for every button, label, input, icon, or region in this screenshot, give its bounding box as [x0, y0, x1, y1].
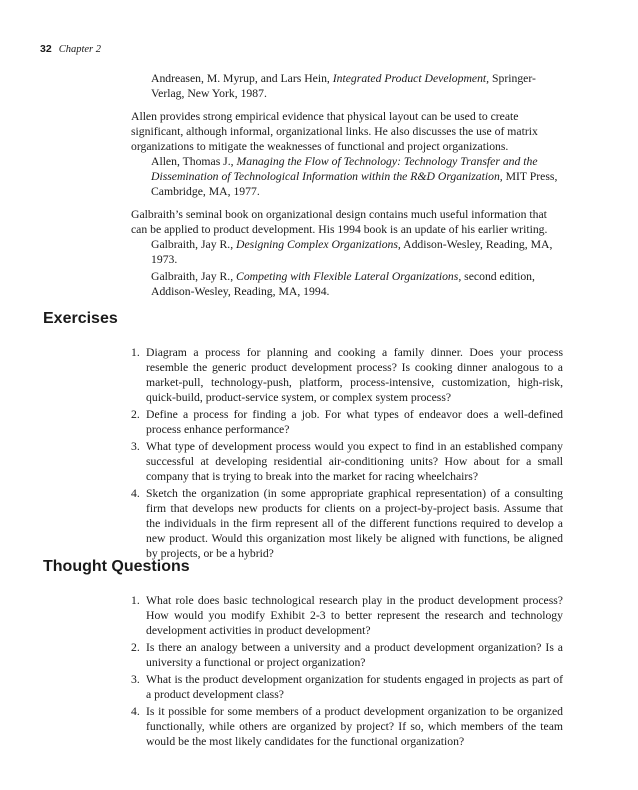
- item-text: What type of development process would you expect to find in an established company successful at developing residential air-conditioning units? How about for a small company that is trying to break into the market for racing wheelchairs?: [146, 440, 563, 483]
- ref-publisher: Addison-Wesley, Reading, MA, 1973.: [151, 238, 553, 266]
- galbraith-annotation: Galbraith’s seminal book on organizational design contains much useful information that can be applied to product development. His 1994 book is an update of his earlier writing.: [131, 208, 548, 236]
- chapter-label: Chapter 2: [58, 44, 101, 55]
- item-number: 4.: [131, 487, 140, 500]
- allen-annotation: Allen provides strong empirical evidence that physical layout can be used to create significant, although informal, organizational links. He also discusses the use of matrix organizations to mitigate the weaknesses of functional and project organizations.: [131, 110, 538, 153]
- item-number: 2.: [131, 408, 140, 421]
- page-header: [40, 43, 101, 56]
- ref-publisher: second edition, Addison-Wesley, Reading, MA, 1994.: [151, 270, 535, 298]
- list-item: [131, 593, 563, 638]
- item-number: 2.: [131, 641, 140, 654]
- list-item: [131, 704, 563, 749]
- item-text: Is it possible for some members of a product development organization to be organized functionally, while others are organized by project? If so, which members of the team would be the most likely candidates for the functional organization?: [146, 705, 563, 748]
- reference-galbraith-1973: [151, 237, 561, 267]
- ref-publisher: MIT Press, Cambridge, MA, 1977.: [151, 170, 558, 198]
- ref-publisher: Springer-Verlag, New York, 1987.: [151, 72, 536, 100]
- list-item: [131, 407, 563, 437]
- ref-authors: Galbraith, Jay R.,: [151, 270, 237, 283]
- reference-andreasen: [151, 71, 561, 101]
- item-number: 1.: [131, 346, 140, 359]
- item-number: 4.: [131, 705, 140, 718]
- list-item: [131, 486, 563, 561]
- reference-galbraith-1994: [151, 269, 561, 299]
- references-section: [131, 71, 561, 307]
- ref-title: Managing the Flow of Technology: Technology Transfer and the Dissemination of Technological Information within the R&D Organization,: [151, 155, 538, 183]
- item-text: What role does basic technological research play in the product development process? How would you modify Exhibit 2-3 to better represent the research and technology development activities in product development?: [146, 594, 563, 637]
- item-text: Diagram a process for planning and cooking a family dinner. Does your process resemble the generic product development process? Is cooking dinner analogous to a market-pull, technology-push, platform, process-intensive, customization, high-risk, quick-build, product-service system, or complex system process?: [146, 346, 563, 404]
- list-item: [131, 345, 563, 405]
- ref-title: Competing with Flexible Lateral Organizations,: [236, 270, 462, 283]
- item-number: 1.: [131, 594, 140, 607]
- list-item: [131, 439, 563, 484]
- item-number: 3.: [131, 673, 140, 686]
- ref-authors: Allen, Thomas J.,: [151, 155, 237, 168]
- reference-allen: [151, 154, 561, 199]
- item-text: What is the product development organization for students engaged in projects as part of a product development class?: [146, 673, 563, 701]
- item-number: 3.: [131, 440, 140, 453]
- ref-title: Integrated Product Development,: [332, 72, 490, 85]
- ref-authors: Galbraith, Jay R.,: [151, 238, 237, 251]
- item-text: Define a process for finding a job. For what types of endeavor does a well-defined process enhance performance?: [146, 408, 563, 436]
- ref-authors: Andreasen, M. Myrup, and Lars Hein,: [151, 72, 333, 85]
- list-item: [131, 672, 563, 702]
- list-item: [131, 640, 563, 670]
- page-number: 32: [40, 43, 52, 55]
- thought-questions-list: [131, 593, 563, 751]
- exercises-list: [131, 345, 563, 563]
- item-text: Sketch the organization (in some appropriate graphical representation) of a consulting firm that develops new products for clients on a project-by-project basis. Assume that the individuals in the firm represent all of the different functions required to develop a new product. Would this organization most likely be aligned with functions, be aligned by projects, or be a hybrid?: [146, 487, 563, 560]
- exercises-heading: Exercises: [43, 310, 118, 327]
- thought-questions-heading: Thought Questions: [43, 558, 190, 575]
- item-text: Is there an analogy between a university and a product development organization? Is a university a functional or project organization?: [146, 641, 563, 669]
- ref-title: Designing Complex Organizations,: [236, 238, 401, 251]
